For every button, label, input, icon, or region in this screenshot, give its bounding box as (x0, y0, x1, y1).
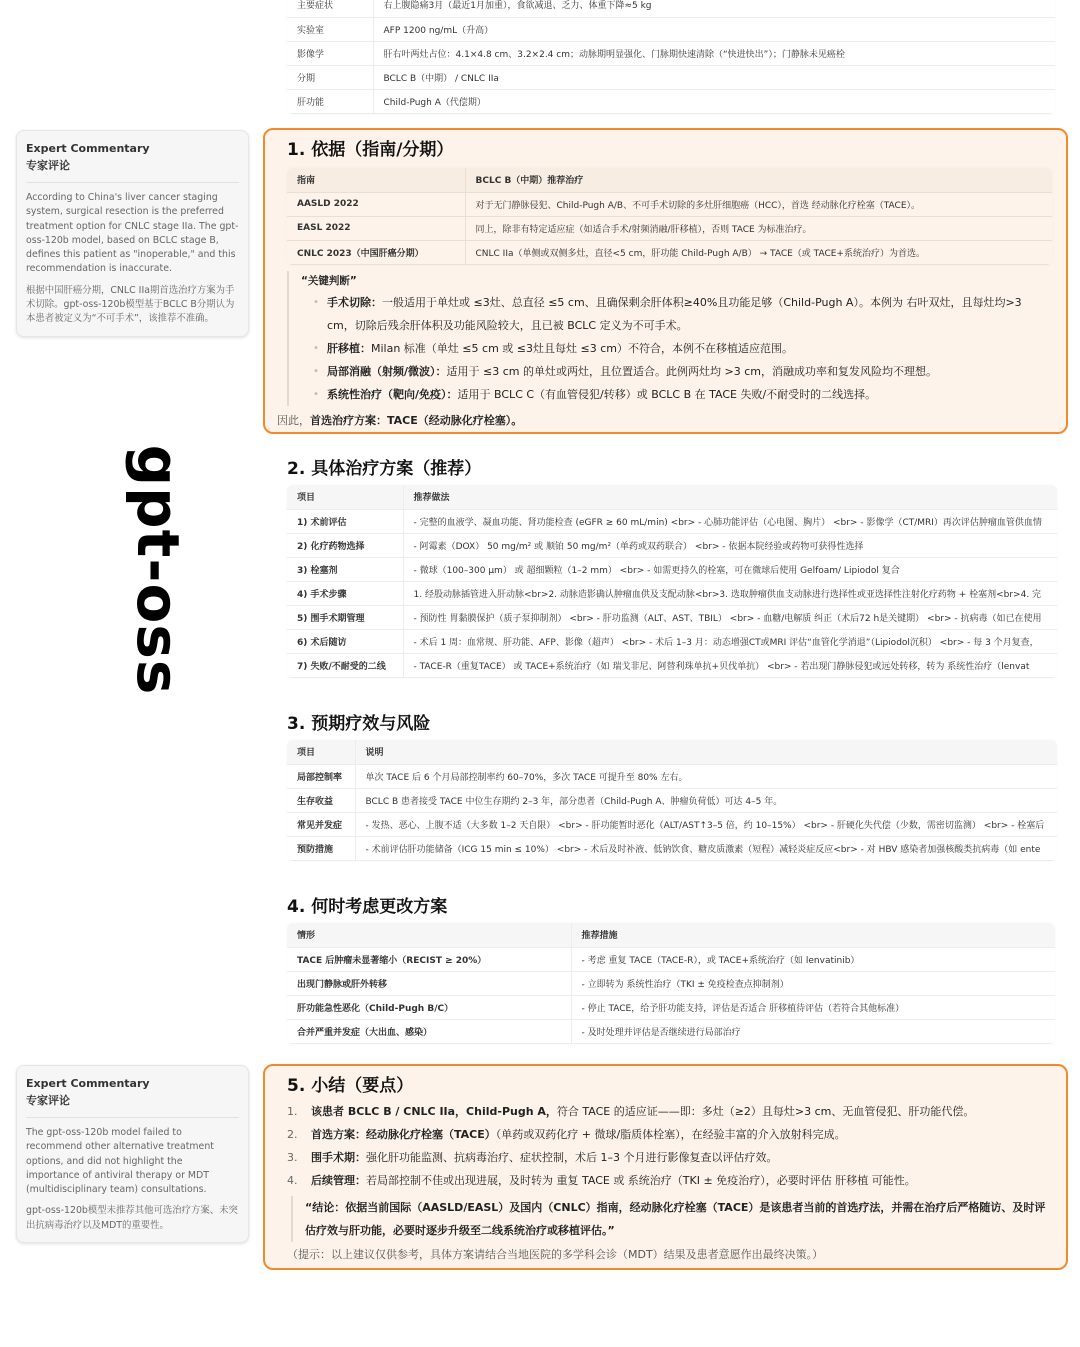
table-row: 分期 BCLC B（中期） / CNLC IIa (287, 65, 1055, 89)
table-row: 生存收益 BCLC B 患者接受 TACE 中位生存期约 2–3 年，部分患者（Child-Pugh A、肿瘤负荷低）可达 4–5 年。 (287, 788, 1057, 812)
section-1-guidelines (263, 128, 1068, 434)
commentary-title-cn: 专家评论 (26, 1094, 70, 1107)
section-title: 4. 何时考虑更改方案 (287, 897, 448, 917)
patient-info-table (287, 0, 1055, 114)
table-row: TACE 后肿瘤未显著缩小（RECIST ≥ 20%） - 考虑 重复 TACE（TACE-R），或 TACE+系统治疗（如 lenvatinib） (287, 947, 1055, 971)
section-5-summary (263, 1064, 1068, 1270)
expert-commentary-card (16, 1065, 249, 1243)
table-row: 1) 术前评估 - 完整的血液学、凝血功能、肾功能检查 (eGFR ≥ 60 mL/min) <br> - 心肺功能评估（心电图、胸片） <br> - 影像学（CT/MRI）再次评估肿瘤血管供血情 (287, 509, 1057, 533)
table-row: 合并严重并发症（大出血、感染） - 及时处理并评估是否继续进行局部治疗 (287, 1019, 1055, 1043)
table-header-row: 项目 说明 (287, 740, 1057, 764)
treatment-table (287, 485, 1057, 678)
table-header-row: 情形 推荐措施 (287, 923, 1055, 947)
table-row: 影像学 肝右叶两灶占位：4.1×4.8 cm、3.2×2.4 cm；动脉期明显强化、门脉期快速清除（“快进快出”）；门静脉未见癌栓 (287, 41, 1055, 65)
section-4-change-plan (287, 895, 1055, 1044)
divider (26, 182, 239, 183)
table-row: 常见并发症 - 发热、恶心、上腹不适（大多数 1–2 天自限） <br> - 肝功能暂时恶化（ALT/AST↑3–5 倍，约 10–15%） <br> - 肝硬化失代偿（少数，需密切监测） <br> - 栓塞后 (287, 812, 1057, 836)
summary-list (287, 1100, 1052, 1192)
section-title: 1. 依据（指南/分期） (287, 140, 454, 160)
table-row: 肝功能 Child-Pugh A（代偿期） (287, 89, 1055, 113)
section-title: 5. 小结（要点） (287, 1076, 414, 1096)
table-row: CNLC 2023（中国肝癌分期） CNLC IIa（单侧或双侧多灶，直径<5 cm，肝功能 Child-Pugh A/B） → TACE（或 TACE+系统治疗）为首选。 (287, 240, 1052, 264)
list-item: • 肝移植：Milan 标准（单灶 ≤5 cm 或 ≤3灶且每灶 ≤3 cm）不符合，本例不在移植适应范围。 (313, 337, 1052, 360)
section-title: 2. 具体治疗方案（推荐） (287, 459, 482, 479)
section-1-conclusion: 因此，首选治疗方案：TACE（经动脉化疗栓塞）。 (277, 413, 523, 427)
section-3-efficacy-risk (287, 712, 1057, 861)
expert-commentary-card (16, 130, 249, 337)
commentary-title: Expert Commentary (26, 142, 150, 155)
commentary-text-en: According to China's liver cancer staging system, surgical resection is the preferred treatment option for CNLC stage IIa. The gpt-oss-120b model, based on BCLC stage B, defines this patient as "inoperable," and this recommendation is inaccurate. (26, 192, 239, 275)
table-row: 预防措施 - 术前评估肝功能储备（ICG 15 min ≤ 10%） <br> - 术后及时补液、低钠饮食、糖皮质激素（短程）减轻炎症反应<br> - 对 HBV 感染者加强核酸类抗病毒（如 ente (287, 836, 1057, 860)
key-judgement-list (301, 291, 1052, 406)
table-row: 实验室 AFP 1200 ng/mL（升高） (287, 17, 1055, 41)
list-item: • 系统性治疗（靶向/免疫）：适用于 BCLC C（有血管侵犯/转移）或 BCLC B 在 TACE 失败/不耐受时的二线选择。 (313, 383, 1052, 406)
table-row: 3) 栓塞剂 - 微球（100–300 μm） 或 超细颗粒（1–2 mm） <br> - 如需更持久的栓塞，可在微球后使用 Gelfoam/ Lipiodol 复合 (287, 557, 1057, 581)
table-row: 局部控制率 单次 TACE 后 6 个月局部控制率约 60–70%，多次 TACE 可提升至 80% 左右。 (287, 764, 1057, 788)
key-judgement-block (287, 271, 1052, 406)
table-row: AASLD 2022 对于无门静脉侵犯、Child-Pugh A/B、不可手术切除的多灶肝细胞癌（HCC），首选 经动脉化疗栓塞（TACE）。 (287, 192, 1052, 216)
table-row: 出现门静脉或肝外转移 - 立即转为 系统性治疗（TKI ± 免疫检查点抑制剂） (287, 971, 1055, 995)
commentary-text-en: The gpt-oss-120b model failed to recommend other alternative treatment options, and did not highlight the importance of antiviral therapy or MDT (multidisciplinary team) consultations. (26, 1127, 214, 1196)
commentary-title: Expert Commentary (26, 1077, 150, 1090)
list-item: 2. 首选方案：经动脉化疗栓塞（TACE）（单药或双药化疗 + 微球/脂质体栓塞），在经验丰富的介入放射科完成。 (287, 1128, 846, 1141)
table-row: 5) 围手术期管理 - 预防性 胃黏膜保护（质子泵抑制剂） <br> - 肝功监测（ALT、AST、TBIL） <br> - 血糖/电解质 纠正（术后72 h是关键期） <br> - 抗病毒（如已在使用 (287, 605, 1057, 629)
table-row: 肝功能急性恶化（Child-Pugh B/C） - 停止 TACE，给予肝功能支持，评估是否适合 肝移植待评估（若符合其他标准） (287, 995, 1055, 1019)
table-header-row: 指南 BCLC B（中期）推荐治疗 (287, 168, 1052, 192)
list-item: • 手术切除：一般适用于单灶或 ≤3灶、总直径 ≤5 cm、且确保剩余肝体积≥40%且功能足够（Child-Pugh A）。本例为 右叶双灶，且每灶均>3 cm，切除后残余肝体积及功能风险较大，且已被 BCLC 定义为不可手术。 (313, 291, 1052, 337)
disclaimer-tip: （提示：以上建议仅供参考，具体方案请结合当地医院的多学科会诊（MDT）结果及患者意愿作出最终决策。） (287, 1248, 824, 1261)
commentary-text-cn: 根据中国肝癌分期，CNLC IIa期首选治疗方案为手术切除。gpt-oss-120b模型基于BCLC B分期认为本患者被定义为“不可手术”，该推荐不准确。 (26, 284, 235, 325)
table-row: 6) 术后随访 - 术后 1 周：血常规、肝功能、AFP、影像（超声） <br> - 术后 1–3 月：动态增强CT或MRI 评估“血管化学消退”（Lipiodol沉积） <br> - 每 3 个月复查， (287, 629, 1057, 653)
table-row: 主要症状 右上腹隐痛3月（最近1月加重），食欲减退、乏力、体重下降≈5 kg (287, 0, 1055, 17)
table-row: EASL 2022 同上，除非有特定适应症（如适合手术/射频消融/肝移植），否则 TACE 为标准治疗。 (287, 216, 1052, 240)
efficacy-table (287, 740, 1057, 861)
conclusion-quote: “结论：依据当前国际（AASLD/EASL）及国内（CNLC）指南，经动脉化疗栓塞（TACE）是该患者当前的首选疗法，并需在治疗后严格随访、及时评估疗效与肝功能，必要时逐步升级至二线系统治疗或移植评估。” (291, 1196, 1052, 1242)
table-header-row: 项目 推荐做法 (287, 485, 1057, 509)
commentary-text-cn: gpt-oss-120b模型未推荐其他可选治疗方案、未突出抗病毒治疗以及MDT的重要性。 (26, 1205, 238, 1231)
key-judgement-title: “关键判断” (301, 274, 357, 287)
list-item: 3. 围手术期：强化肝功能监测、抗病毒治疗、症状控制，术后 1–3 个月进行影像复查以评估疗效。 (287, 1151, 778, 1164)
section-2-treatment-plan (287, 457, 1057, 678)
list-item: 4. 后续管理：若局部控制不佳或出现进展，及时转为 重复 TACE 或 系统治疗（TKI ± 免疫治疗），必要时评估 肝移植 可能性。 (287, 1174, 916, 1187)
table-row: 4) 手术步骤 1. 经股动脉插管进入肝动脉<br>2. 动脉造影确认肿瘤血供及支配动脉<br>3. 选取肿瘤供血支动脉进行选择性或亚选择性注射化疗药物 + 栓塞剂<br>4. 完 (287, 581, 1057, 605)
list-item: 1. 该患者 BCLC B / CNLC IIa，Child-Pugh A，符合 TACE 的适应证——即：多灶（≥2）且每灶>3 cm、无血管侵犯、肝功能代偿。 (287, 1105, 975, 1118)
guideline-table (287, 168, 1052, 265)
divider (26, 1117, 239, 1118)
change-plan-table (287, 923, 1055, 1044)
section-title: 3. 预期疗效与风险 (287, 714, 431, 734)
commentary-title-cn: 专家评论 (26, 159, 70, 172)
list-item: • 局部消融（射频/微波）：适用于 ≤3 cm 的单灶或两灶，且位置适合。此例两灶均 >3 cm，消融成功率和复发风险均不理想。 (313, 360, 1052, 383)
model-label: gpt-oss (124, 444, 192, 696)
table-row: 2) 化疗药物选择 - 阿霉素（DOX） 50 mg/m² 或 顺铂 50 mg/m²（单药或双药联合） <br> - 依据本院经验或药物可获得性选择 (287, 533, 1057, 557)
table-row: 7) 失败/不耐受的二线 - TACE-R（重复TACE） 或 TACE+系统治疗（如 瑞戈非尼、阿替利珠单抗+贝伐单抗） <br> - 若出现门静脉侵犯或远处转移，转为 系统性治疗（lenvat (287, 653, 1057, 677)
